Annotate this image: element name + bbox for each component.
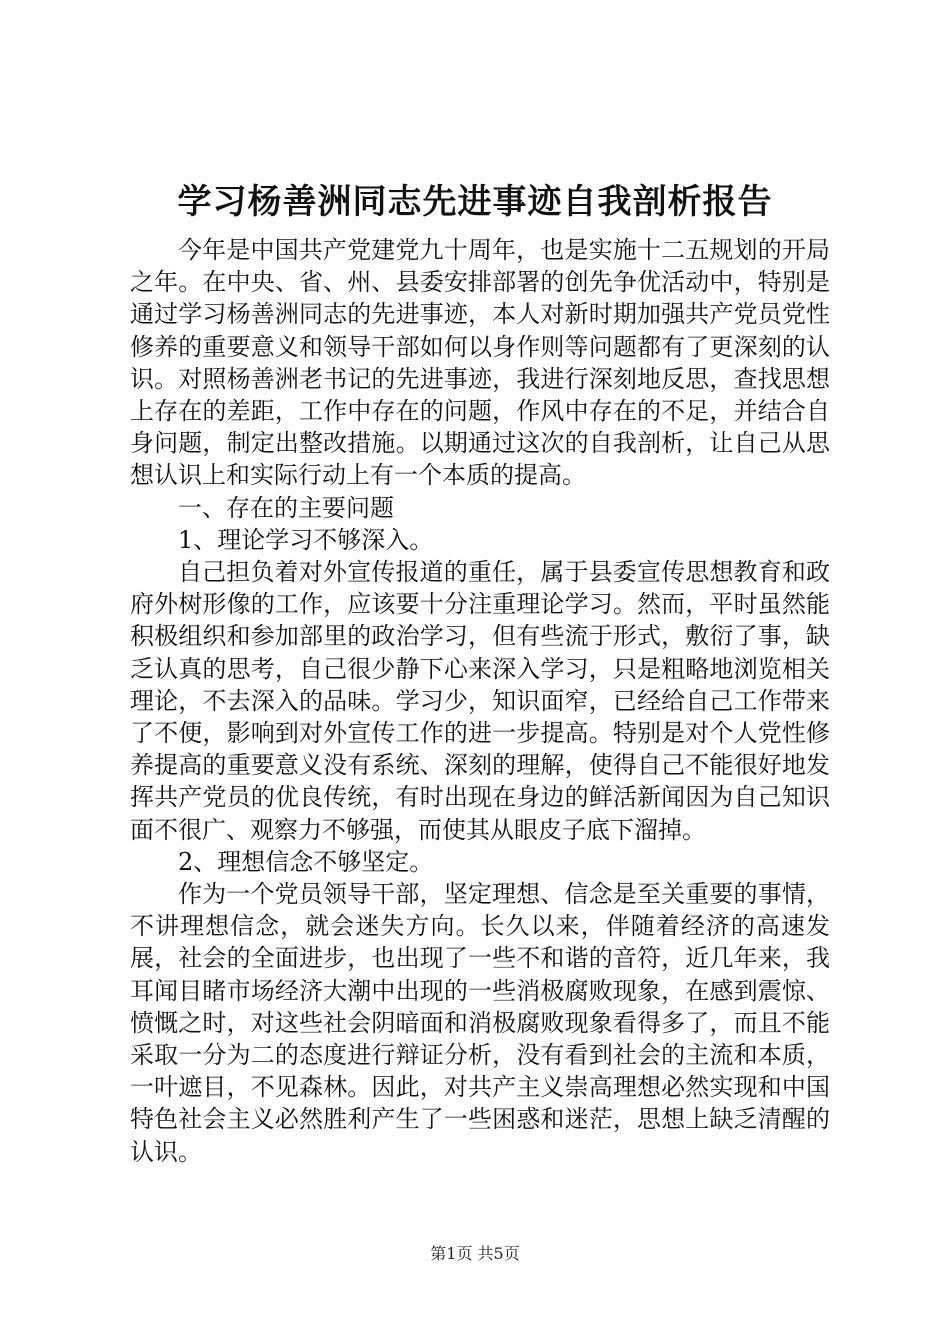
subheading-theory-study: 1、理论学习不够深入。: [178, 525, 434, 554]
page-footer: 第1页 共5页: [430, 1244, 520, 1263]
paragraph-ideals-beliefs: 作为一个党员领导干部，坚定理想、信念是至关重要的事情，不讲理想信念，就会迷失方向。长久以来，伴随着经济的高速发展，社会的全面进步，也出现了一些不和谐的音符，近几年来，我耳闻目睹市场经济大潮中出现的一些消极腐败现象，在感到震惊、愤慨之时，对这些社会阴暗面和消极腐败现象看得多了，而且不能采取一分为二的态度进行辩证分析，没有看到社会的主流和本质，一叶遮目，不见森林。因此，对共产主义崇高理想必然实现和中国特色社会主义必然胜利产生了一些困惑和迷茫，思想上缺乏清醒的认识。: [130, 880, 830, 1166]
paragraph-theory-study: 自己担负着对外宣传报道的重任，属于县委宣传思想教育和政府外树形像的工作，应该要十分注重理论学习。然而，平时虽然能积极组织和参加部里的政治学习，但有些流于形式，敷衍了事，缺乏认真的思考，自己很少静下心来深入学习，只是粗略地浏览相关理论，不去深入的品味。学习少，知识面窄，已经给自己工作带来了不便，影响到对外宣传工作的进一步提高。特别是对个人党性修养提高的重要意义没有系统、深刻的理解，使得自己不能很好地发挥共产党员的优良传统，有时出现在身边的鲜活新闻因为自己知识面不很广、观察力不够强，而使其从眼皮子底下溜掉。: [130, 558, 830, 844]
paragraph-intro: 今年是中国共产党建党九十周年，也是实施十二五规划的开局之年。在中央、省、州、县委安排部署的创先争优活动中，特别是通过学习杨善洲同志的先进事迹，本人对新时期加强共产党员党性修养的重要意义和领导干部如何以身作则等问题都有了更深刻的认识。对照杨善洲老书记的先进事迹，我进行深刻地反思，查找思想上存在的差距，工作中存在的问题，作风中存在的不足，并结合自身问题，制定出整改措施。以期通过这次的自我剖析，让自己从思想认识上和实际行动上有一个本质的提高。: [130, 236, 830, 490]
section-heading-main-problems: 一、存在的主要问题: [178, 493, 394, 522]
subheading-ideals-beliefs: 2、理想信念不够坚定。: [178, 847, 434, 876]
document-body: [130, 234, 830, 1168]
document-title: 学习杨善洲同志先进事迹自我剖析报告: [177, 182, 773, 222]
